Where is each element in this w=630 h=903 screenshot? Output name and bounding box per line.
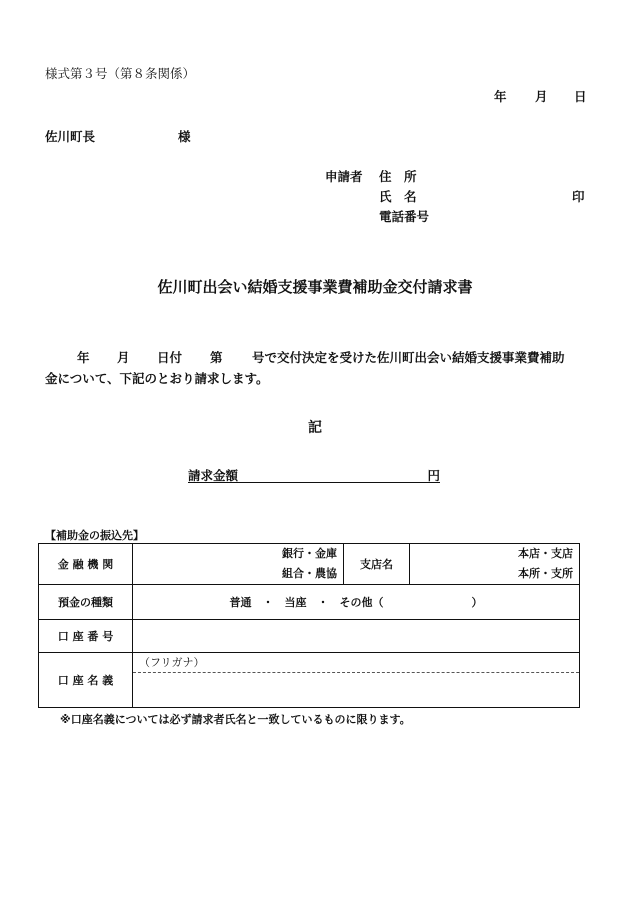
account-number-label: 口 座 番 号 [39, 620, 133, 653]
date-year: 年 [494, 89, 507, 104]
account-holder-label: 口 座 名 義 [39, 653, 133, 708]
body-year: 年 [77, 350, 90, 365]
amount-label: 請求金額 [188, 468, 239, 483]
bank-type-2: 組合・農協 [282, 567, 337, 580]
account-number-row [39, 620, 580, 653]
document-title: 佐川町出会い結婚支援事業費補助金交付請求書 [157, 278, 473, 296]
financial-institution-row [39, 544, 580, 585]
applicant-label: 申請者 [325, 169, 363, 184]
bank-type-1: 銀行・金庫 [282, 547, 337, 560]
deposit-type-label: 預金の種類 [39, 585, 133, 620]
body-line-2: 金について、下記のとおり請求します。 [45, 371, 269, 386]
branch-type-2: 本所・支所 [518, 567, 573, 580]
account-holder-row [39, 653, 580, 708]
account-number-cell[interactable] [133, 620, 580, 653]
name-label: 氏 名 [379, 189, 417, 204]
addressee-honorific: 様 [178, 129, 191, 144]
date-month: 月 [535, 89, 548, 104]
form-number: 様式第３号（第８条関係） [45, 66, 196, 81]
ki-heading: 記 [308, 420, 322, 436]
section-title: 【補助金の振込先】 [45, 529, 144, 542]
address-label: 住 所 [379, 169, 417, 184]
date-day: 日 [574, 89, 587, 104]
branch-type-1: 本店・支店 [518, 547, 573, 560]
body-no: 第 [210, 350, 223, 365]
account-holder-cell[interactable] [133, 653, 580, 708]
body-rest: 号で交付決定を受けた佐川町出会い結婚支援事業費補助 [252, 350, 565, 365]
financial-institution-cell[interactable] [133, 544, 344, 585]
branch-cell[interactable] [410, 544, 580, 585]
addressee-name: 佐川町長 [45, 129, 96, 144]
account-note: ※口座名義については必ず請求者氏名と一致しているものに限ります。 [60, 713, 411, 726]
branch-label: 支店名 [344, 544, 410, 585]
deposit-type-row [39, 585, 580, 620]
phone-label: 電話番号 [379, 209, 430, 224]
seal-mark: 印 [572, 189, 585, 204]
body-day: 日付 [157, 350, 183, 365]
amount-unit: 円 [427, 468, 440, 483]
body-month: 月 [117, 350, 130, 365]
bank-table [38, 543, 580, 708]
financial-institution-label: 金 融 機 関 [39, 544, 133, 585]
furigana-label: （フリガナ） [133, 653, 579, 673]
deposit-options[interactable]: 普通 ・ 当座 ・ その他（ ） [133, 585, 580, 620]
amount-line [188, 466, 440, 483]
